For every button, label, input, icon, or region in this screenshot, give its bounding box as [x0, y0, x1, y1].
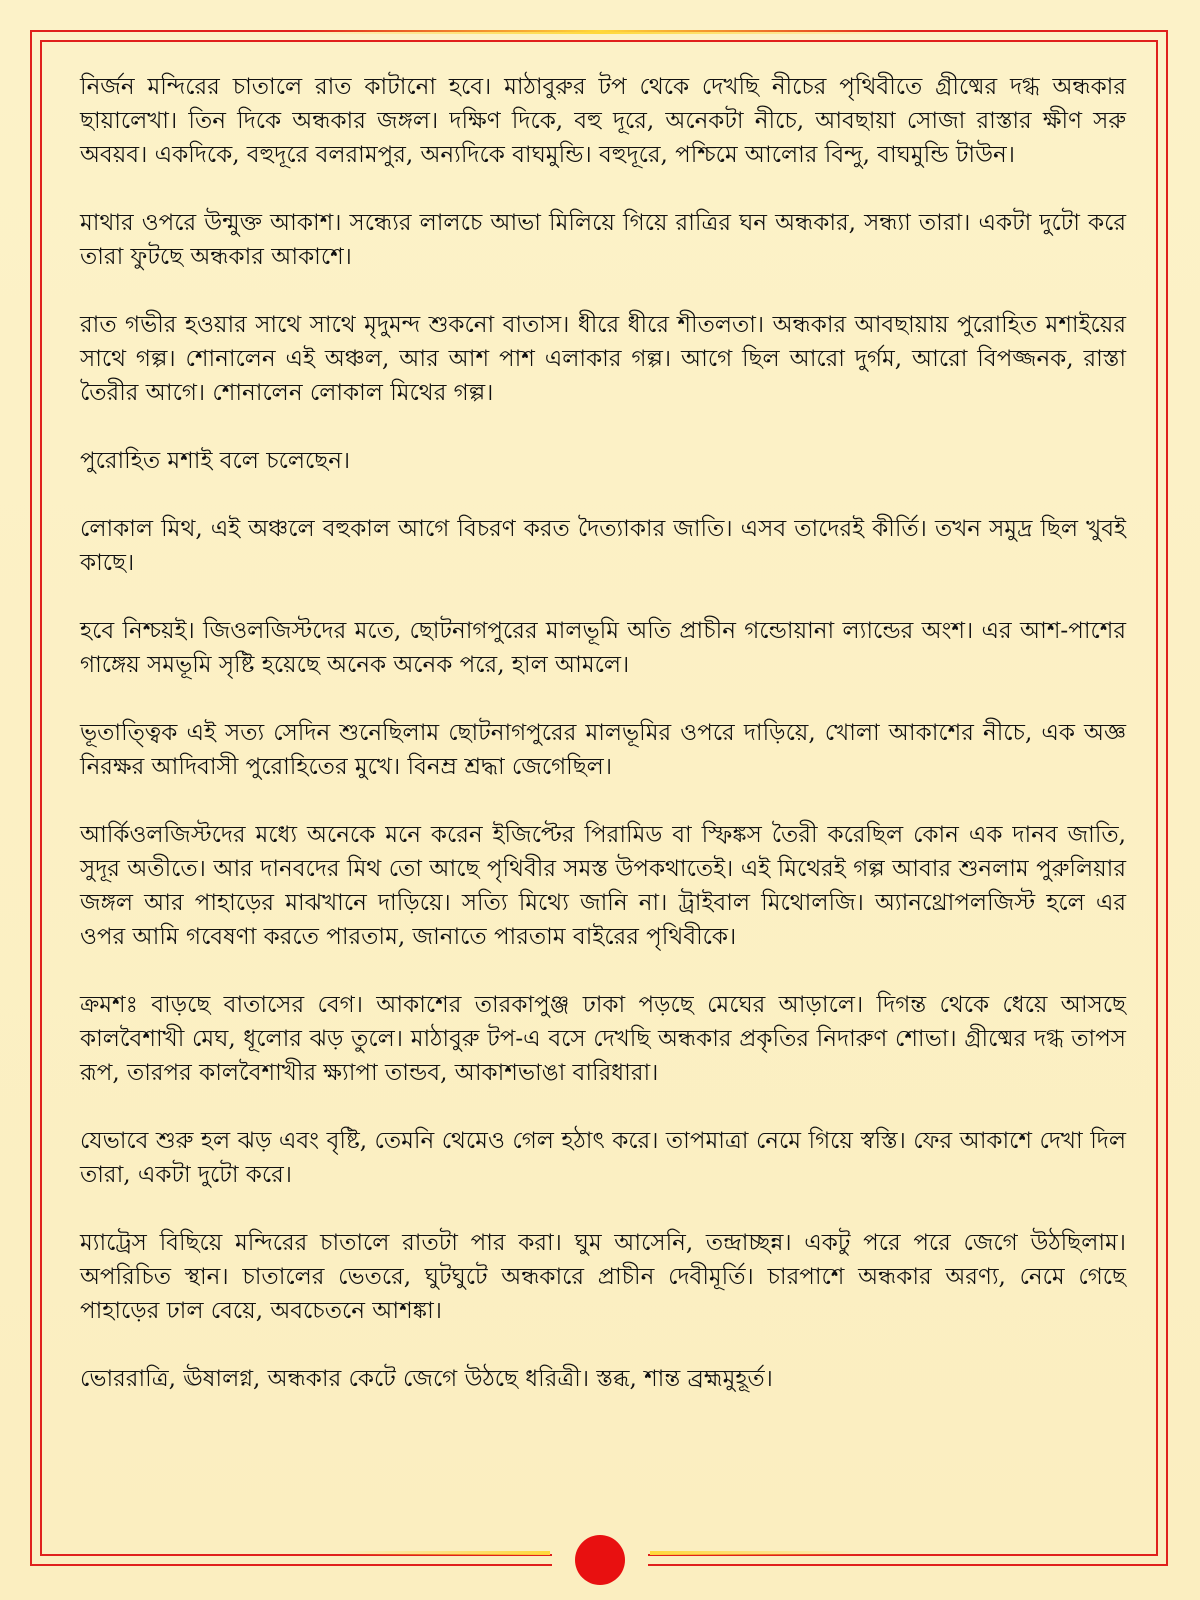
paragraph: নির্জন মন্দিরের চাতালে রাত কাটানো হবে। মাঠাবুরুর টপ থেকে দেখছি নীচের পৃথিবীতে গ্রীষ্মের দগ্ধ অন্ধকার ছায়ালেখা। তিন দিকে অন্ধকার জঙ্গল। দক্ষিণ দিকে, বহু দূরে, অনেকটা নীচে, আবছায়া সোজা রাস্তার ক্ষীণ সরু অবয়ব। একদিকে, বহুদূরে বলরামপুর, অন্যদিকে বাঘমুন্ডি। বহুদূরে, পশ্চিমে আলোর বিন্দু, বাঘমুন্ডি টাউন।: [80, 74, 1126, 168]
article-body: [80, 70, 1126, 1430]
paragraph: মাথার ওপরে উন্মুক্ত আকাশ। সন্ধ্যের লালচে আভা মিলিয়ে গিয়ে রাত্রির ঘন অন্ধকার, সন্ধ্যা তারা। একটা দুটো করে তারা ফুটছে অন্ধকার আকাশে।: [80, 210, 1126, 270]
paragraph: পুরোহিত মশাই বলে চলেছেন।: [80, 448, 351, 474]
paragraph: লোকাল মিথ, এই অঞ্চলে বহুকাল আগে বিচরণ করত দৈত্যাকার জাতি। এসব তাদেরই কীর্তি। তখন সমুদ্র ছিল খুবই কাছে।: [80, 516, 1126, 576]
red-dot-ornament: [575, 1535, 625, 1585]
bottom-right-gold-accent: [650, 1551, 860, 1555]
paragraph: যেভাবে শুরু হল ঝড় এবং বৃষ্টি, তেমনি থেমেও গেল হঠাৎ করে। তাপমাত্রা নেমে গিয়ে স্বস্তি। ফের আকাশে দেখা দিল তারা, একটা দুটো করে।: [80, 1128, 1126, 1188]
paragraph: হবে নিশ্চয়ই। জিওলজিস্টদের মতে, ছোটনাগপুরের মালভূমি অতি প্রাচীন গন্ডোয়ানা ল্যান্ডের অংশ। এর আশ-পাশের গাঙ্গেয় সমভূমি সৃষ্টি হয়েছে অনেক অনেক পরে, হাল আমলে।: [80, 618, 1126, 678]
paragraph: ক্রমশঃ বাড়ছে বাতাসের বেগ। আকাশের তারকাপুঞ্জ ঢাকা পড়ছে মেঘের আড়ালে। দিগন্ত থেকে ধেয়ে আসছে কালবৈশাখী মেঘ, ধূলোর ঝড় তুলে। মাঠাবুরু টপ-এ বসে দেখছি অন্ধকার প্রকৃতির নিদারুণ শোভা। গ্রীষ্মের দগ্ধ তাপস রূপ, তারপর কালবৈশাখীর ক্ষ্যাপা তান্ডব, আকাশভাঙা বারিধারা।: [80, 992, 1126, 1086]
paragraph: আর্কিওলজিস্টদের মধ্যে অনেকে মনে করেন ইজিপ্টের পিরামিড বা স্ফিঙ্কস তৈরী করেছিল কোন এক দানব জাতি, সুদূর অতীতে। আর দানবদের মিথ তো আছে পৃথিবীর সমস্ত উপকথাতেই। এই মিথেরই গল্প আবার শুনলাম পুরুলিয়ার জঙ্গল আর পাহাড়ের মাঝখানে দাড়িয়ে। সত্যি মিথ্যে জানি না। ট্রাইবাল মিথোলজি। অ্যানথ্রোপলজিস্ট হলে এর ওপর আমি গবেষণা করতে পারতাম, জানাতে পারতাম বাইরের পৃথিবীকে।: [80, 822, 1126, 950]
paragraph: ম্যাট্রেস বিছিয়ে মন্দিরের চাতালে রাতটা পার করা। ঘুম আসেনি, তন্দ্রাচ্ছন্ন। একটু পরে পরে জেগে উঠছিলাম। অপরিচিত স্থান। চাতালের ভেতরে, ঘুটঘুটে অন্ধকারে প্রাচীন দেবীমূর্তি। চারপাশে অন্ধকার অরণ্য, নেমে গেছে পাহাড়ের ঢাল বেয়ে, অবচেতনে আশঙ্কা।: [80, 1230, 1126, 1324]
paragraph: ভোররাত্রি, ঊষালগ্ন, অন্ধকার কেটে জেগে উঠছে ধরিত্রী। স্তব্ধ, শান্ত ব্রহ্মমুহূর্ত।: [80, 1366, 773, 1392]
paragraph: রাত গভীর হওয়ার সাথে সাথে মৃদুমন্দ শুকনো বাতাস। ধীরে ধীরে শীতলতা। অন্ধকার আবছায়ায় পুরোহিত মশাইয়ের সাথে গল্প। শোনালেন এই অঞ্চল, আর আশ পাশ এলাকার গল্প। আগে ছিল আরো দুর্গম, আরো বিপজ্জনক, রাস্তা তৈরীর আগে। শোনালেন লোকাল মিথের গল্প।: [80, 312, 1126, 406]
bottom-left-gold-accent: [340, 1551, 550, 1555]
paragraph: ভূতাত্ত্বিক এই সত্য সেদিন শুনেছিলাম ছোটনাগপুরের মালভূমির ওপরে দাড়িয়ে, খোলা আকাশের নীচে, এক অজ্ঞ নিরক্ষর আদিবাসী পুরোহিতের মুখে। বিনম্র শ্রদ্ধা জেগেছিল।: [80, 720, 1126, 780]
top-gold-accent: [300, 30, 900, 34]
